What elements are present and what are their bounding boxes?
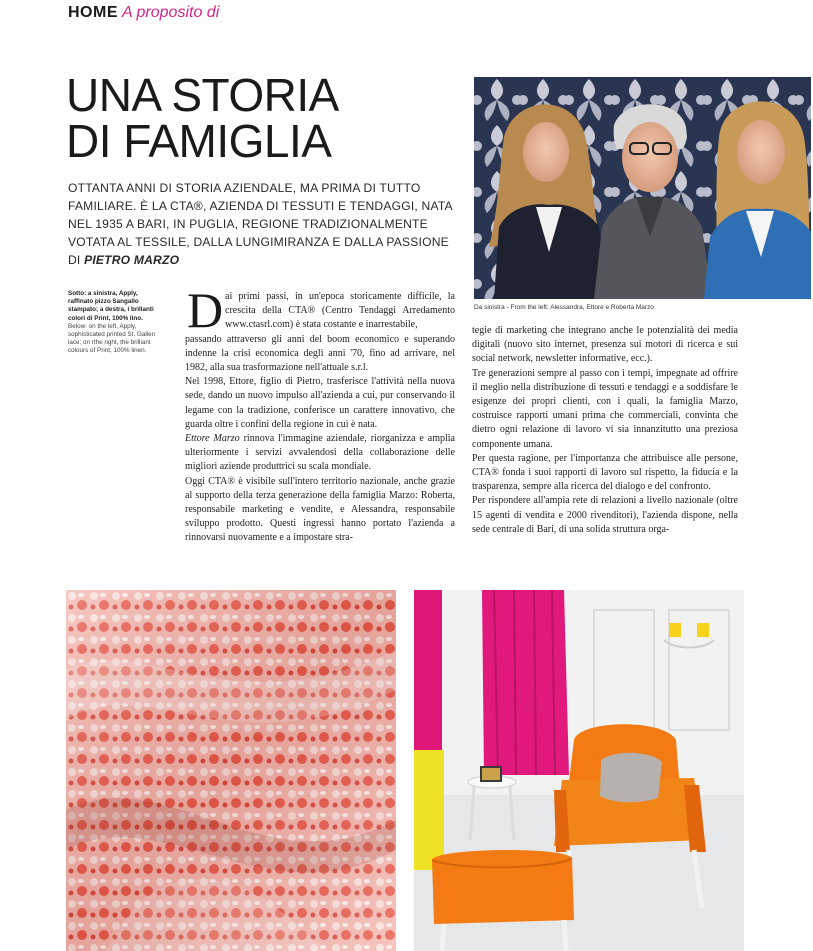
drop-cap: D: [187, 282, 224, 338]
paragraph-5: tegie di marketing che integrano anche le potenzialità dei media digitali (nuovo sito internet, presenza sui motori di ricerca e sui social network, newsletter informative, ecc.).: [472, 325, 738, 365]
article-title: [66, 69, 339, 167]
lead-text: OTTANTA ANNI DI STORIA AZIENDALE, MA PRIMA DI TUTTO FAMILIARE. È LA CTA®, AZIENDA DI TESSUTI E TENDAGGI, NATA NEL 1935 A BARI, IN PUGLIA, REGIONE TRADIZIONALMENTE VOTATA AL TESSILE, DALLA LUNGIMIRANZA E DALLA PASSIONE DI: [68, 181, 453, 267]
image-caption-side: [68, 290, 164, 356]
paragraph-3-name: Ettore Marzo: [185, 433, 240, 445]
body-column-1: [185, 290, 455, 546]
paragraph-8: Per rispondere all'ampia rete di relazioni a livello nazionale (oltre 15 agenti di vendita e 2000 rivenditori), l'azienda dispone, nella sede centrale di Bari, di una solida struttura orga-: [472, 495, 738, 535]
paragraph-3: [185, 432, 455, 475]
title-line-1: UNA STORIA: [66, 69, 339, 121]
lead-author: PIETRO MARZO: [84, 253, 180, 267]
title-line-2: DI FAMIGLIA: [66, 115, 332, 167]
armchair-room-photo: [414, 590, 744, 951]
paragraph-6: Tre generazioni sempre al passo con i tempi, impegnate ad offrire il meglio nella distribuzione di tessuti e tendaggi e a soddisfare le esigenze dei propri clienti, con i quali, la famiglia Marzo, costruisce rapporti umani prima che commerciali, convinta che dietro ogni relazione di lavoro vi sia innanzitutto una preziosa componente umana.: [472, 367, 738, 450]
body-column-2: [472, 324, 738, 537]
paragraph-3-text: rinnova l'immagine aziendale, riorganizza e amplia ulteriormente i servizi avvalendosi della collaborazione delle migliori aziende produttrici su scala mondiale.: [185, 433, 455, 473]
caption-italian: Sotto: a sinistra, Apply, raffinato pizzo Sangallo stampato; a destra, i brillanti colori di Print, 100% lino.: [68, 290, 154, 322]
section-label: A proposito di: [122, 4, 220, 21]
photo-caption-names: Alessandra, Ettore e Roberta Marzo: [550, 304, 654, 311]
photo-caption-prefix: Da sinistra - From the left:: [474, 304, 549, 311]
paragraph-7: Per questa ragione, per l'importanza che attribuisce alle persone, CTA® fonda i suoi rapporti di lavoro sul rispetto, la fiducia e la trasparenza, sempre alla ricerca del dialogo e del confronto.: [472, 452, 738, 493]
paragraph-1-rest: passando attraverso gli anni del boom economico e superando indenne la crisi economica degli anni '70, fino ad arrivare, nel 1982, alla sua trasformazione nell'attuale s.r.l.: [185, 333, 455, 374]
home-label[interactable]: HOME: [68, 4, 118, 21]
family-photo: [474, 77, 811, 299]
photo-caption: [474, 304, 654, 311]
paragraph-2: Nel 1998, Ettore, figlio di Pietro, trasferisce l'attività nella nuova sede, dando un nuovo impulso all'azienda a cui, pur conservando il legame con la tradizione, conferisce un carattere innovativo, che guarda oltre i confini della regione in cui è nata.: [185, 376, 455, 430]
caption-english: Below: on the left, Apply, sophisticated printed St. Gallen lace; on rthe right, the brilliant colours of Print, 100% linen.: [68, 322, 156, 355]
lace-fabric-photo: [66, 590, 396, 951]
lead-paragraph: [68, 179, 456, 269]
paragraph-1-start: ai primi passi, in un'epoca storicamente difficile, la crescita della CTA® (Centro Tendaggi Arredamento www.ctasrl.com) è stata costante e inarrestabile,: [225, 291, 455, 331]
paragraph-4: Oggi CTA® è visibile sull'intero territorio nazionale, anche grazie al supporto della terza generazione della famiglia Marzo: Roberta, responsabile marketing e vendite, e Alessandra, responsabile sviluppo prodotto. Questi ingressi hanno portato l'azienda a rinnovarsi nuovamente e a impostare stra-: [185, 475, 455, 544]
section-header: [68, 4, 219, 22]
